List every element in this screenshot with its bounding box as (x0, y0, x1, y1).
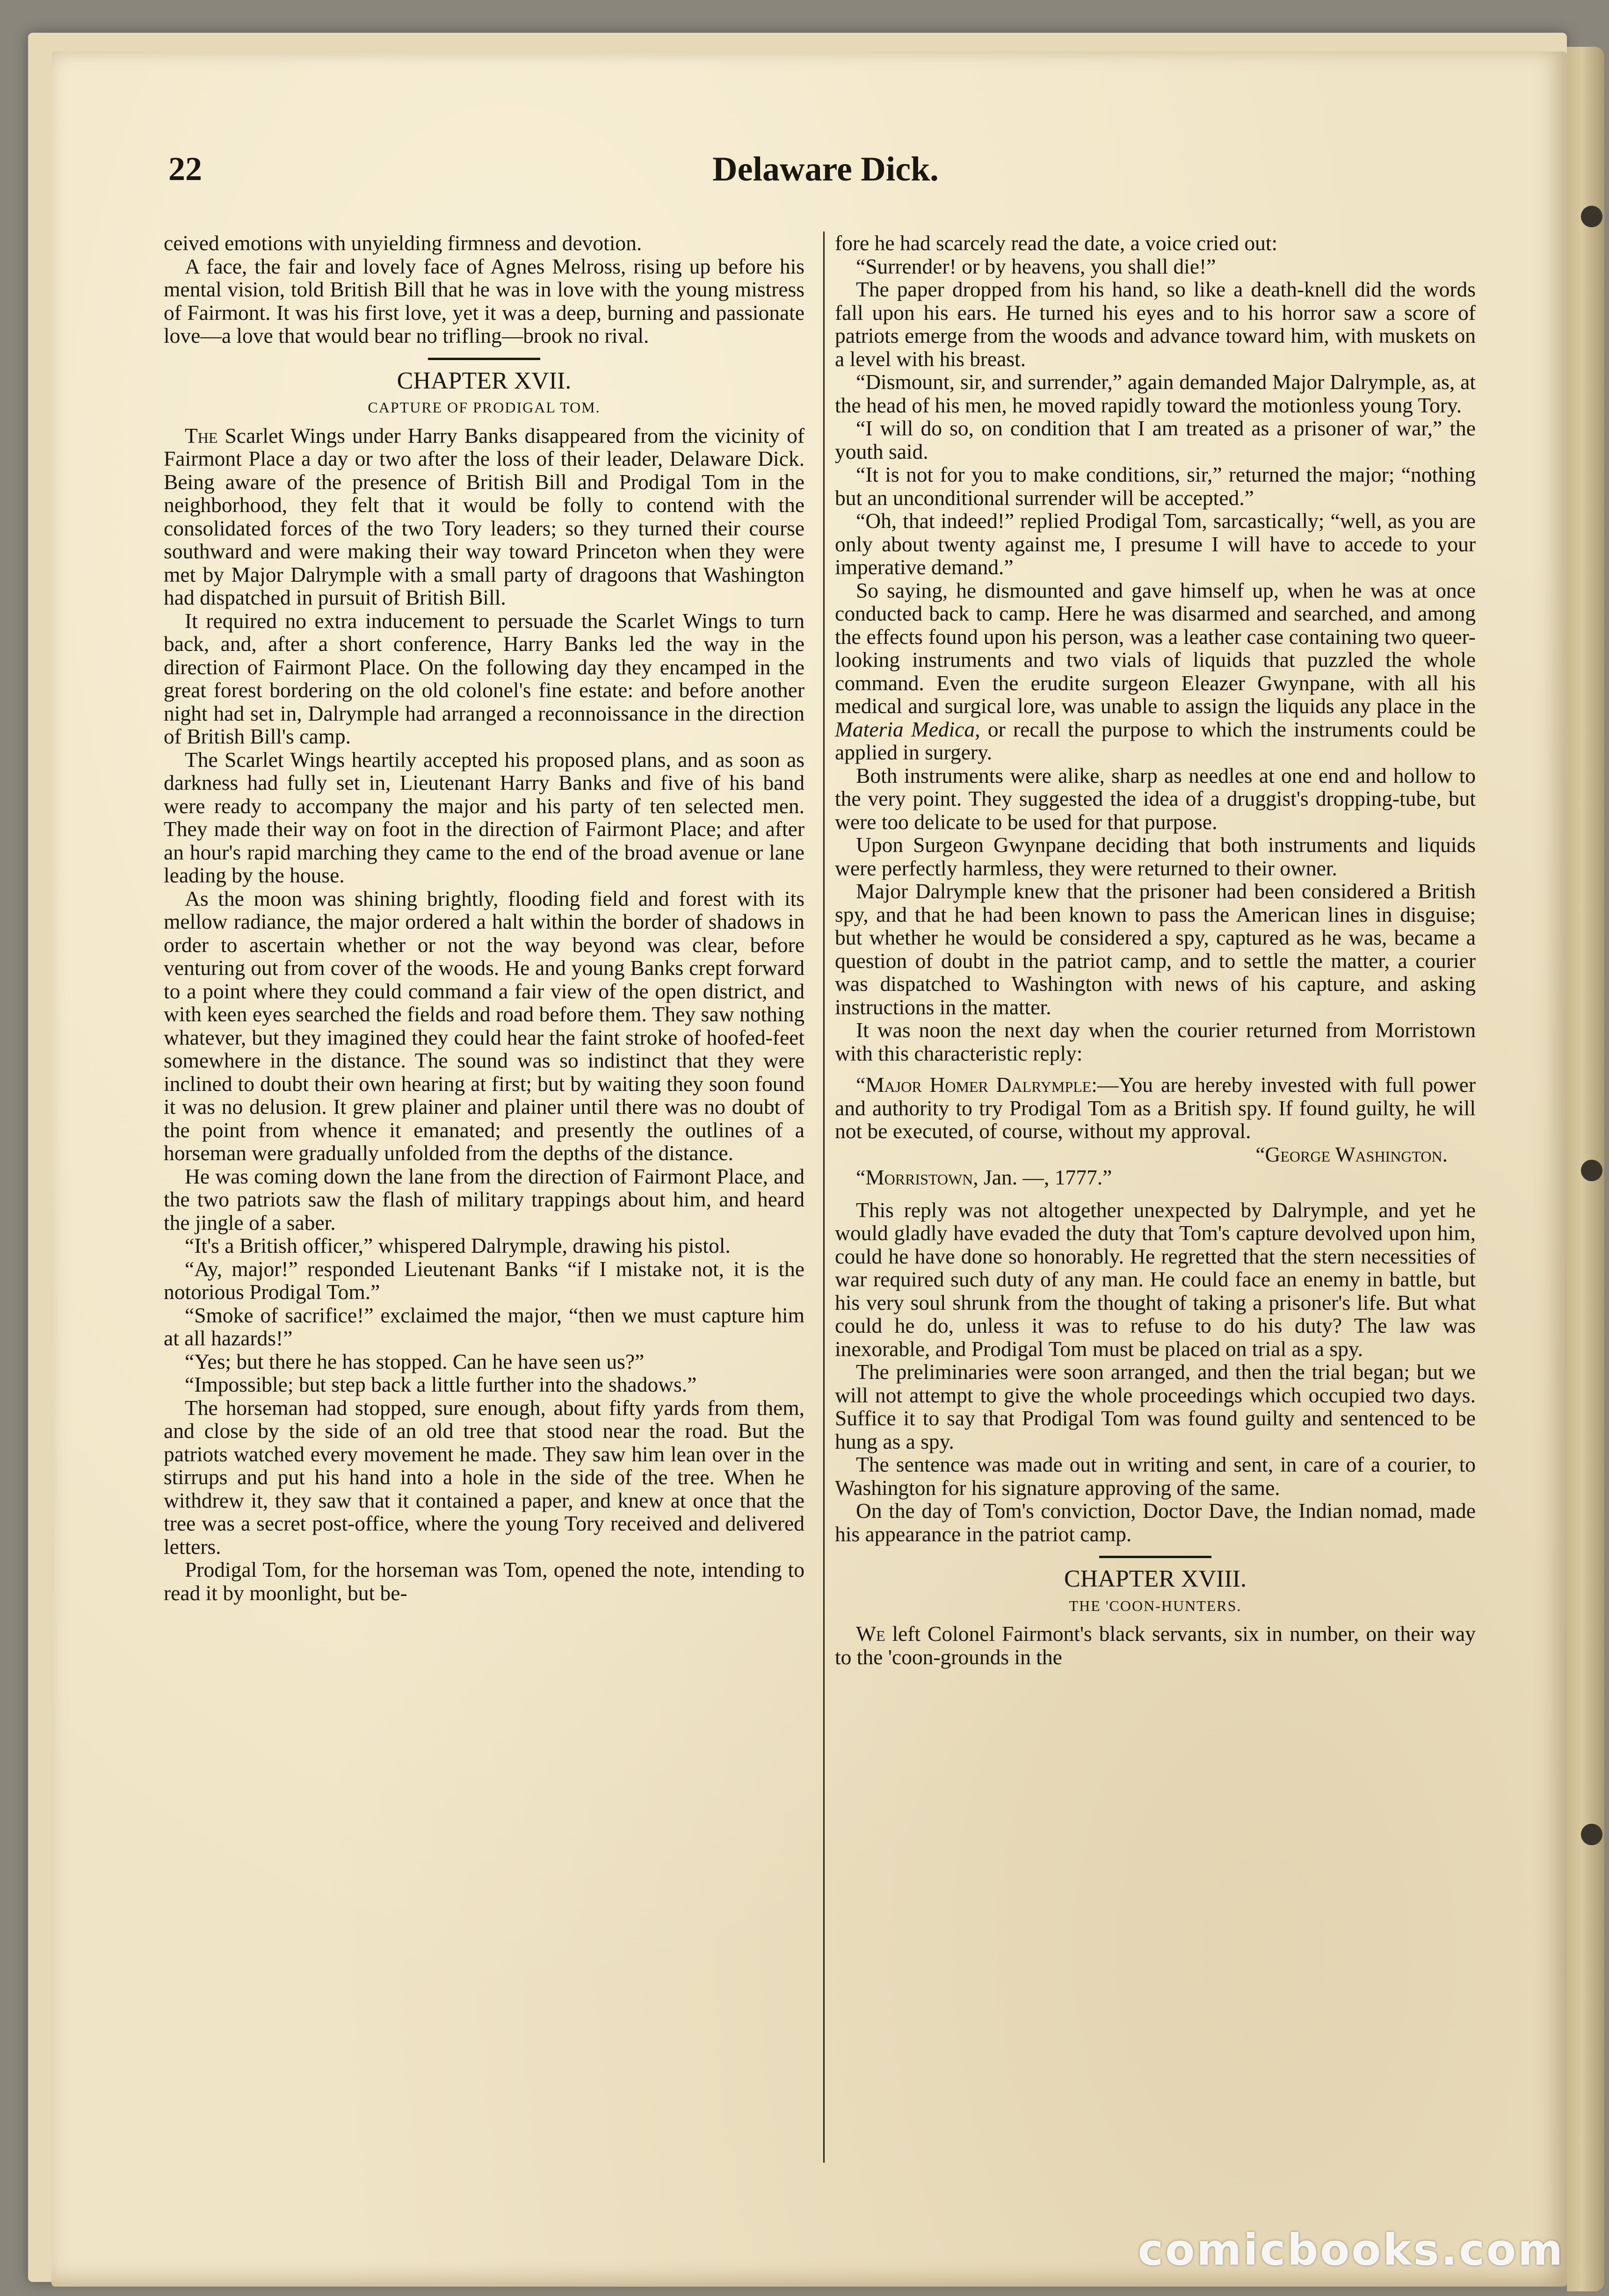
dateline-date: , Jan. —, 1777.” (973, 1165, 1112, 1189)
paragraph: This reply was not altogether unexpected by Dalrymple, and yet he would gladly have evaded the duty that Tom's capture devolved upon him, could he have done so honorably. He regretted that the stern necessities of war required such duty of any man. He could face an enemy in battle, but his very soul shrunk from the thought of taking a prisoner's life. But what could he do, unless it was to refuse to do his duty? The law was inexorable, and Prodigal Tom must be placed on trial as a spy. (835, 1198, 1476, 1361)
chapter-subtitle: THE 'COON-HUNTERS. (1069, 1597, 1242, 1614)
binding-hole (1581, 1824, 1602, 1845)
paragraph-text: So saying, he dismounted and gave himself up, when he was at once conducted back to camp. Here he was disarmed and searched, and among the effects found upon his person, was a leather case containing two queer-looking instruments and two vials of liquids that puzzled the whole command. Even the erudite surgeon Eleazer Gwynpane, with all his medical and surgical lore, was unable to assign the liquids any place in the (835, 578, 1476, 718)
lead-word: The (185, 423, 218, 448)
chapter-subtitle: CAPTURE OF PRODIGAL TOM. (368, 399, 601, 416)
paragraph: On the day of Tom's conviction, Doctor Dave, the Indian nomad, made his appearance in the patriot camp. (835, 1499, 1476, 1546)
chapter-title: CHAPTER XVII. (397, 367, 572, 394)
paragraph: The sentence was made out in writing and sent, in care of a courier, to Washington for his signature approving of the same. (835, 1452, 1476, 1500)
paragraph: “Surrender! or by heavens, you shall die!” (856, 254, 1216, 278)
paragraph-text: left Colonel Fairmont's black servants, six in number, on their way to the 'coon-grounds in the (835, 1622, 1476, 1669)
column-divider (823, 231, 825, 2163)
paragraph: It required no extra inducement to persuade the Scarlet Wings to turn back, and, after a short conference, Harry Banks led the way in the direction of Fairmont Place. On the following day they encamped in the great forest bordering on the old colonel's fine estate: and before another night had set in, Dalrymple had arranged a reconnoissance in the direction of British Bill's camp. (164, 608, 804, 748)
paragraph: He was coming down the lane from the direction of Fairmont Place, and the two patriots saw the flash of military trappings about him, and heard the jingle of a saber. (164, 1164, 804, 1235)
paragraph: “I will do so, on condition that I am treated as a prisoner of war,” the youth said. (835, 416, 1476, 463)
paragraph: “Smoke of sacrifice!” exclaimed the major, “then we must capture him at all hazards!” (164, 1303, 804, 1350)
italic-term: Materia Medica (835, 717, 975, 741)
letter-signature: “George Washington. (1255, 1142, 1448, 1166)
paragraph (835, 579, 1476, 764)
paragraph-text: , or recall the purpose to which the instruments could be applied in surgery. (835, 717, 1476, 764)
paragraph-text: Scarlet Wings under Harry Banks disappeared from the vicinity of Fairmont Place a day or two after the loss of their leader, Delaware Dick. Being aware of the presence of British Bill and Prodigal Tom in the neighborhood, they felt that it would be folly to contend with the consolidated forces of the two Tory leaders; so they turned their course southward and were making their way toward Princeton when they were met by Major Dalrymple with a small party of dragoons that Washington had dispatched in pursuit of British Bill. (164, 423, 804, 609)
paragraph: “Ay, major!” responded Lieutenant Banks “if I mistake not, it is the notorious Prodigal Tom.” (164, 1256, 804, 1304)
running-title: Delaware Dick. (712, 150, 939, 188)
letter-salutation: “Major Homer Dalrymple: (856, 1073, 1097, 1097)
paragraph: “Yes; but there he has stopped. Can he have seen us?” (185, 1349, 645, 1373)
paragraph: The Scarlet Wings heartily accepted his proposed plans, and as soon as darkness had fully set in, Lieutenant Harry Banks and five of his band were ready to accompany the major and his party of ten selected men. They made their way on foot in the direction of Fairmont Place; and after an hour's rapid marching they came to the end of the broad avenue or lane leading by the house. (164, 747, 804, 887)
chapter-rule (1099, 1556, 1211, 1558)
paragraph: The horseman had stopped, sure enough, about fifty yards from them, and close by the side of an old tree that stood near the road. But the patriots watched every movement he made. They saw him lean over in the stirrups and put his hand into a hole in the side of the tree. When he withdrew it, they saw that it contained a paper, and knew at once that the tree was a secret post-office, where the young Tory received and delivered letters. (164, 1395, 804, 1559)
letter (835, 1073, 1476, 1143)
paragraph: Major Dalrymple knew that the prisoner had been considered a British spy, and that he had been known to pass the American lines in disguise; but whether he would be considered a spy, captured as he was, became a question of doubt in the patriot camp, and to settle the matter, a courier was dispatched to Washington with news of his capture, and asking instructions in the matter. (835, 879, 1476, 1019)
right-column (835, 231, 1476, 1668)
paragraph: Both instruments were alike, sharp as needles at one end and hollow to the very point. They suggested the idea of a druggist's dropping-tube, but were too delicate to be used for that purpose. (835, 763, 1476, 834)
lead-word: We (856, 1622, 885, 1646)
paragraph: “It is not for you to make conditions, sir,” returned the major; “nothing but an unconditional surrender will be accepted.” (835, 462, 1476, 510)
left-column (164, 231, 804, 1604)
paragraph: Prodigal Tom, for the horseman was Tom, opened the note, intending to read it by moonlight, but be- (164, 1558, 804, 1605)
paragraph: A face, the fair and lovely face of Agnes Melross, rising up before his mental vision, told British Bill that he was in love with the young mistress of Fairmont. It was his first love, yet it was a deep, burning and passionate love—a love that would bear no trifling—brook no rival. (164, 254, 804, 347)
paragraph (164, 424, 804, 609)
binding-hole (1581, 206, 1602, 227)
paragraph: Upon Surgeon Gwynpane deciding that both instruments and liquids were perfectly harmless, they were returned to their owner. (835, 833, 1476, 880)
page-number: 22 (168, 150, 202, 188)
paragraph: It was noon the next day when the courier returned from Morristown with this characteristic reply: (835, 1018, 1476, 1065)
chapter-title: CHAPTER XVIII. (1064, 1566, 1247, 1592)
paragraph: fore he had scarcely read the date, a voice cried out: (835, 231, 1278, 255)
paragraph: “It's a British officer,” whispered Dalrymple, drawing his pistol. (185, 1234, 731, 1257)
paragraph: The paper dropped from his hand, so like a death-knell did the words fall upon his ears. He turned his eyes and to his horror saw a score of patriots emerge from the woods and advance toward him, with muskets on a level with his breast. (835, 277, 1476, 371)
paragraph: As the moon was shining brightly, flooding field and forest with its mellow radiance, the major ordered a halt within the border of shadows in order to ascertain whether or not the way beyond was clear, before venturing out from cover of the woods. He and young Banks crept forward to a point where they could command a fair view of the open district, and with keen eyes searched the fields and road before them. They saw nothing whatever, but they imagined they could hear the faint stroke of hoofed-feet somewhere in the distance. The sound was so indistinct that they were inclined to doubt their own hearing at first; but by waiting they soon found it was no delusion. It grew plainer and plainer until there was no doubt of the point from whence it emanated; and presently the outlines of a horseman were gradually unfolded from the depths of the distance. (164, 886, 804, 1165)
running-head (168, 150, 1483, 201)
chapter-rule (428, 358, 540, 360)
watermark: comicbooks.com (1138, 2225, 1565, 2275)
dateline-place: “Morristown (856, 1165, 973, 1189)
paragraph (835, 1622, 1476, 1668)
paragraph: ceived emotions with unyielding firmness and devotion. (164, 231, 642, 255)
paragraph: “Dismount, sir, and surrender,” again demanded Major Dalrymple, as, at the head of his men, he moved rapidly toward the motionless young Tory. (835, 370, 1476, 417)
paragraph: “Oh, that indeed!” replied Prodigal Tom, sarcastically; “well, as you are only about twenty against me, I presume I will have to accede to your imperative demand.” (835, 509, 1476, 579)
paragraph: “Impossible; but step back a little further into the shadows.” (185, 1372, 697, 1396)
paragraph: The preliminaries were soon arranged, and then the trial began; but we will not attempt to give the whole proceedings which occupied two days. Suffice it to say that Prodigal Tom was found guilty and sentenced to be hung as a spy. (835, 1360, 1476, 1453)
letter-dateline (835, 1166, 1476, 1189)
binding-hole (1581, 1160, 1602, 1181)
letter-body: —You are hereby invested with full power and authority to try Prodigal Tom as a British spy. If found guilty, he will not be executed, of course, without my approval. (835, 1073, 1476, 1143)
